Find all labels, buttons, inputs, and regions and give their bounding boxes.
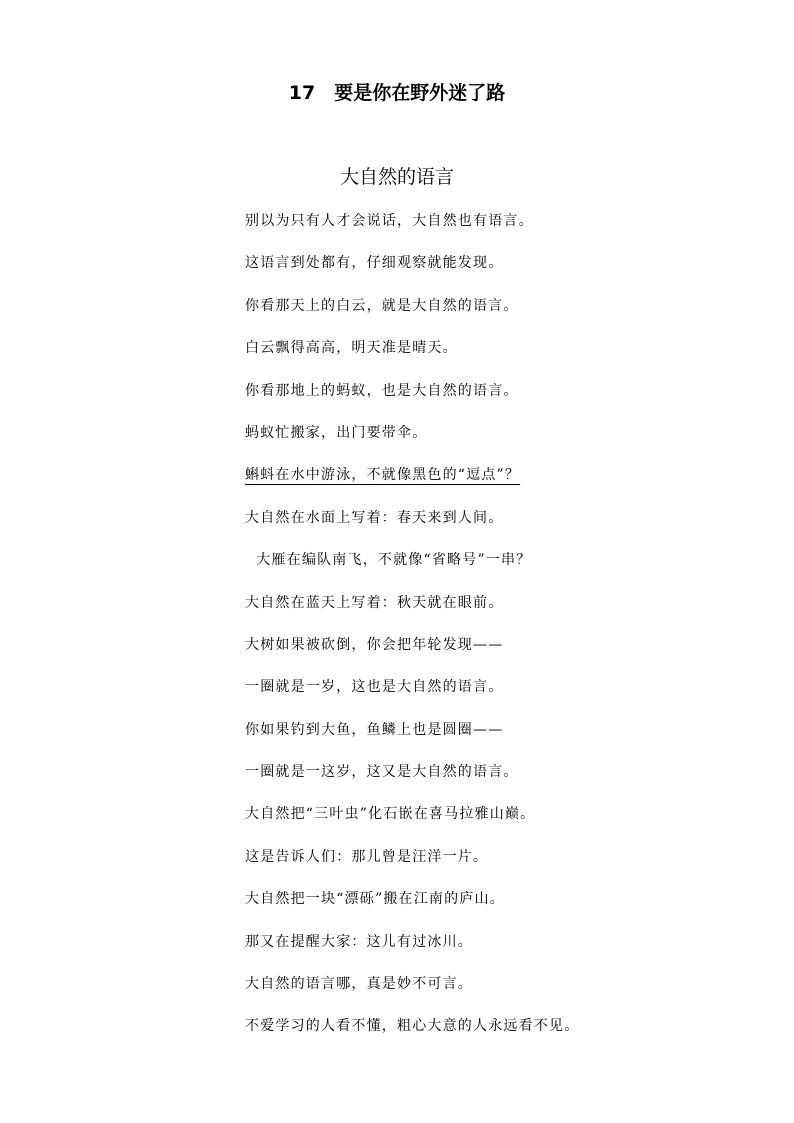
- poem-line: 你看那地上的蚂蚁，也是大自然的语言。: [245, 382, 519, 399]
- poem-line: 白云飘得高高，明天准是晴天。: [245, 340, 458, 357]
- poem-line: 一圈就是一岁，这也是大自然的语言。: [245, 679, 504, 696]
- lesson-title: 17 要是你在野外迷了路: [288, 82, 506, 104]
- poem-line: 你如果钓到大鱼，鱼鳞上也是圆圈——: [245, 721, 504, 738]
- poem-line: 这是告诉人们：那儿曾是汪洋一片。: [245, 848, 489, 865]
- poem-body: [245, 208, 579, 1056]
- poem-line: 你看那天上的白云，就是大自然的语言。: [245, 297, 519, 314]
- poem-line: 大自然把一块“漂砾”搬在江南的庐山。: [245, 891, 505, 908]
- poem-line: 别以为只有人才会说话，大自然也有语言。: [245, 213, 534, 229]
- poem-line: 那又在提醒大家：这儿有过冰川。: [245, 933, 473, 950]
- poem-line: 大自然把“三叶虫”化石嵌在喜马拉雅山巅。: [245, 806, 536, 823]
- poem-line: 不爱学习的人看不懂，粗心大意的人永远看不见。: [245, 1018, 580, 1035]
- poem-line: 大自然在蓝天上写着：秋天就在眼前。: [245, 594, 504, 611]
- poem-line: 大雁在编队南飞，不就像“省略号”一串？: [245, 552, 532, 569]
- poem-line: 这语言到处都有，仔细观察就能发现。: [245, 255, 504, 272]
- poem-line: 大树如果被砍倒，你会把年轮发现——: [245, 636, 504, 653]
- poem-line: 大自然的语言哪，真是妙不可言。: [245, 976, 473, 993]
- poem-line-underlined: 蝌蚪在水中游泳，不就像黑色的“逗点”？: [245, 467, 521, 484]
- poem-title: 大自然的语言: [339, 166, 454, 188]
- poem-line: 大自然在水面上写着：春天来到人间。: [245, 509, 504, 526]
- poem-line: 蚂蚁忙搬家，出门要带伞。: [245, 424, 428, 441]
- poem-line: 一圈就是一这岁，这又是大自然的语言。: [245, 764, 519, 781]
